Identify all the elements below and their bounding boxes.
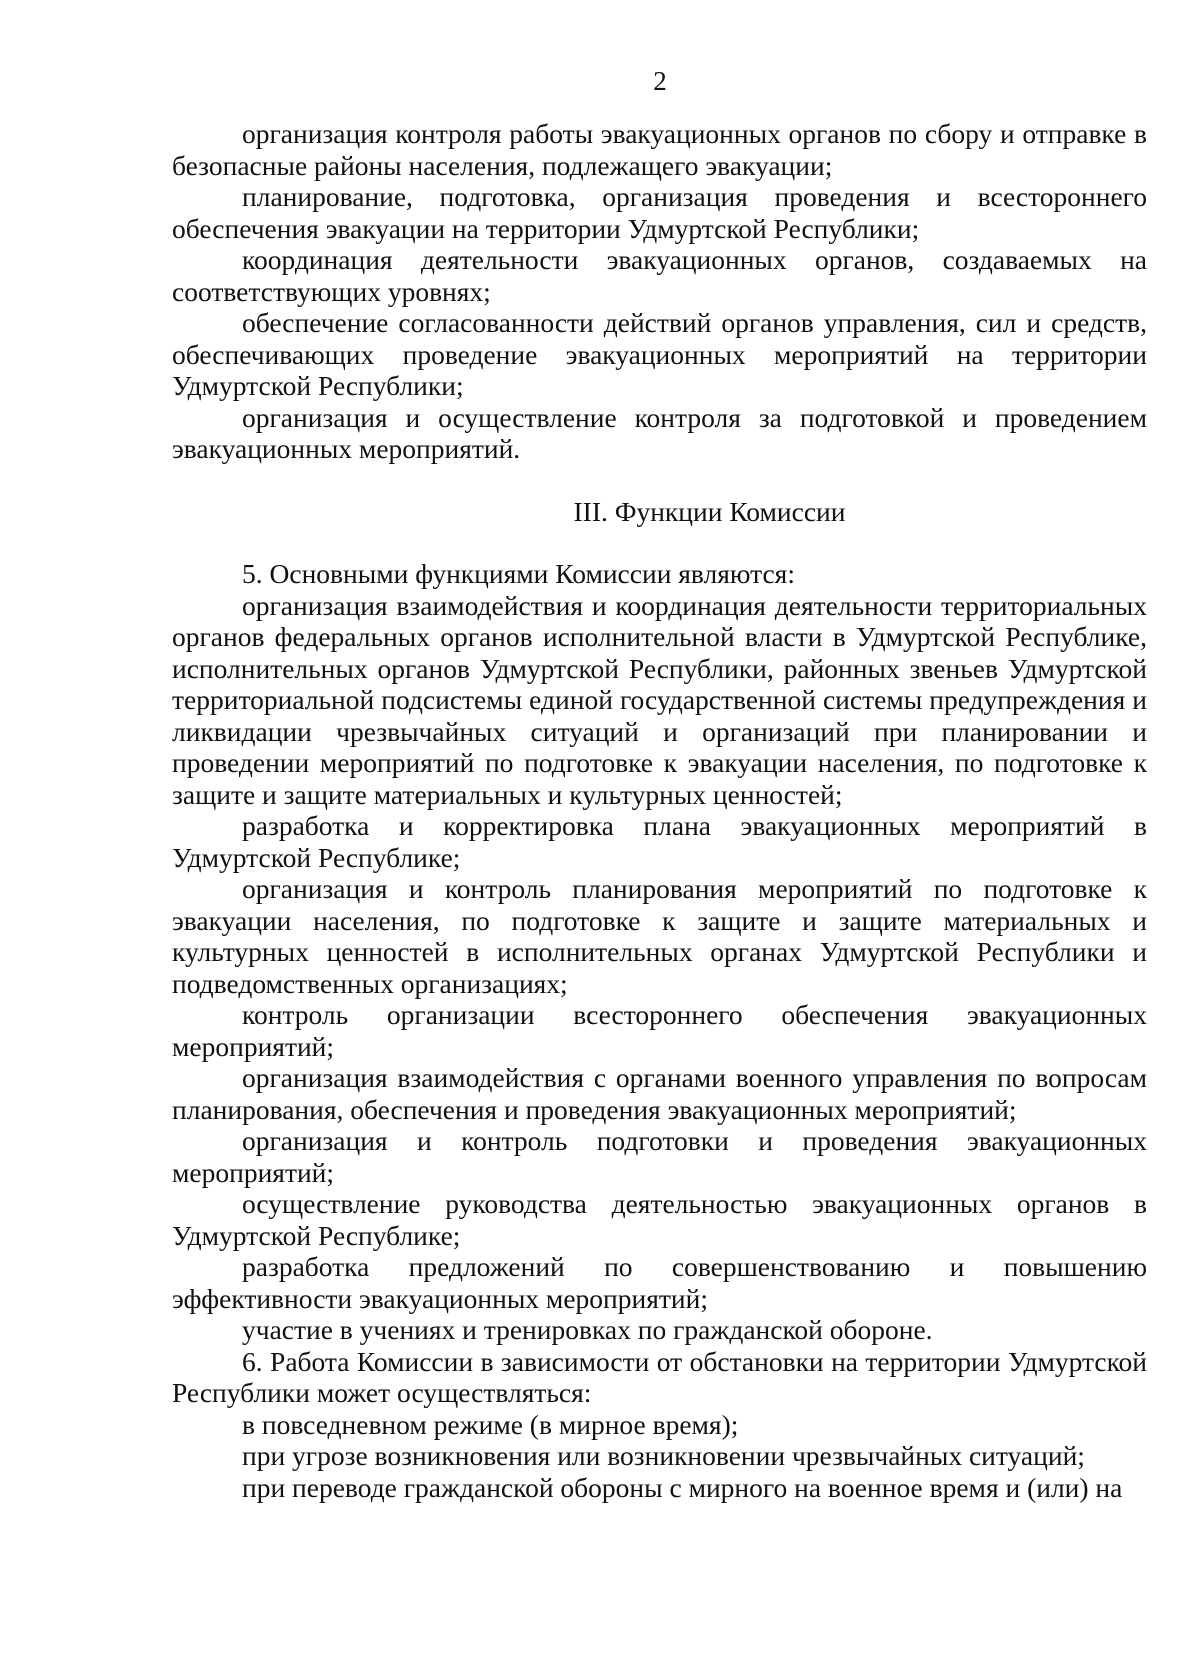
- paragraph: планирование, подготовка, организация проведения и всестороннего обеспечения эвакуации на территории Удмуртской Республики;: [172, 181, 1147, 244]
- paragraph: координация деятельности эвакуационных органов, создаваемых на соответствующих уровнях;: [172, 244, 1147, 307]
- paragraph: организация контроля работы эвакуационных органов по сбору и отправке в безопасные районы населения, подлежащего эвакуации;: [172, 118, 1147, 181]
- paragraph: организация взаимодействия с органами военного управления по вопросам планирования, обеспечения и проведения эвакуационных мероприятий;: [172, 1062, 1147, 1125]
- paragraph: 6. Работа Комиссии в зависимости от обстановки на территории Удмуртской Республики может осуществляться:: [172, 1345, 1147, 1408]
- paragraph: разработка предложений по совершенствованию и повышению эффективности эвакуационных мероприятий;: [172, 1251, 1147, 1314]
- paragraph: при угрозе возникновения или возникновении чрезвычайных ситуаций;: [242, 1440, 1085, 1471]
- paragraph: в повседневном режиме (в мирное время);: [242, 1408, 739, 1440]
- paragraph: осуществление руководства деятельностью эвакуационных органов в Удмуртской Республике;: [172, 1188, 1147, 1251]
- paragraph: при переводе гражданской обороны с мирного на военное время и (или) на: [242, 1471, 1123, 1503]
- paragraph: организация и контроль подготовки и проведения эвакуационных мероприятий;: [172, 1125, 1147, 1188]
- paragraph: участие в учениях и тренировках по гражданской обороне.: [242, 1314, 933, 1345]
- page-number: 2: [653, 66, 667, 96]
- paragraph: контроль организации всестороннего обеспечения эвакуационных мероприятий;: [172, 999, 1147, 1062]
- paragraph: 5. Основными функциями Комиссии являются:: [242, 558, 795, 589]
- paragraph: организация и осуществление контроля за подготовкой и проведением эвакуационных мероприятий.: [172, 401, 1147, 464]
- paragraph: разработка и корректировка плана эвакуационных мероприятий в Удмуртской Республике;: [172, 810, 1147, 873]
- paragraph: организация и контроль планирования мероприятий по подготовке к эвакуации населения, по подготовке к защите и защите материальных и культурных ценностей в исполнительных органах Удмуртской Республики и подведомственных организациях;: [172, 873, 1147, 999]
- paragraph: организация взаимодействия и координация деятельности территориальных органов федеральных органов исполнительной власти в Удмуртской Республике, исполнительных органов Удмуртской Республики, районных звеньев Удмуртской территориальной подсистемы единой государственной системы предупреждения и ликвидации чрезвычайных ситуаций и организаций при планировании и проведении мероприятий по подготовке к эвакуации населения, по подготовке к защите и защите материальных и культурных ценностей;: [172, 589, 1147, 810]
- paragraph: обеспечение согласованности действий органов управления, сил и средств, обеспечивающих проведение эвакуационных мероприятий на территории Удмуртской Республики;: [172, 307, 1147, 401]
- document-body: [172, 118, 1147, 1503]
- section-heading: III. Функции Комиссии: [573, 495, 846, 527]
